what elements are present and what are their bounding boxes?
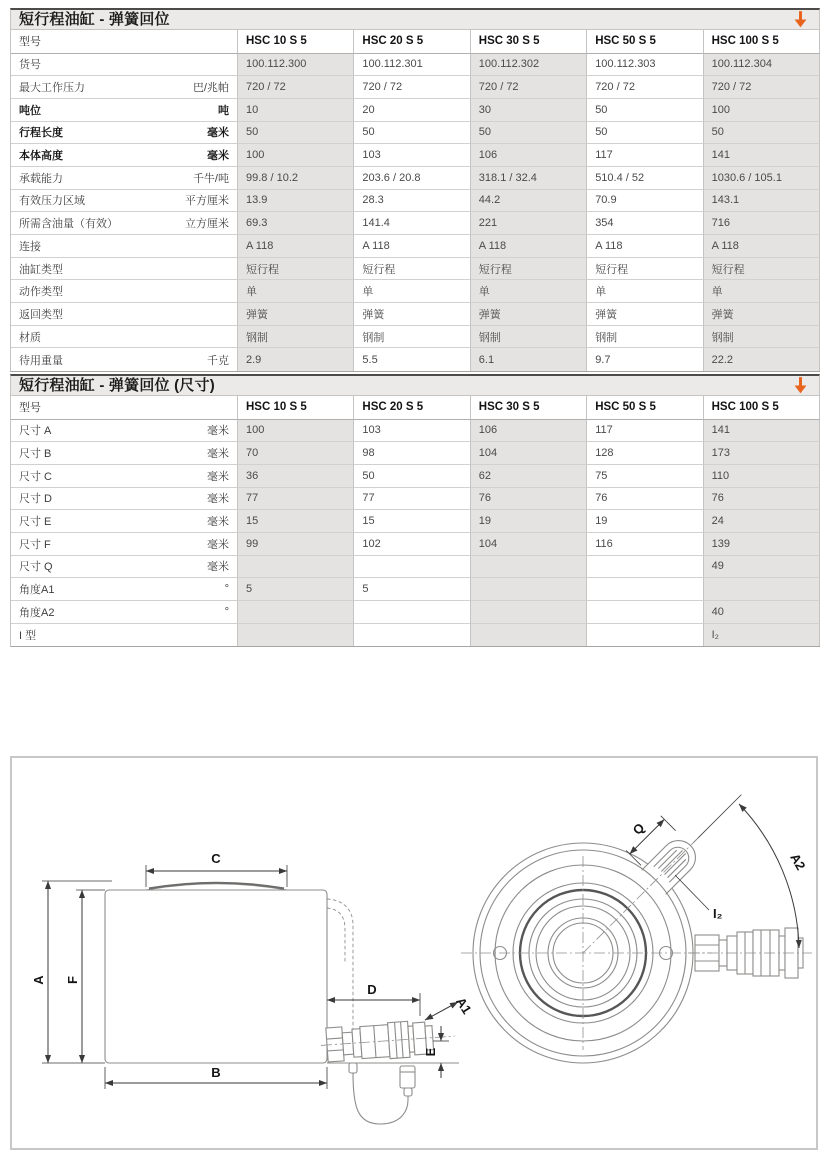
row-unit: 毫米 [207, 516, 229, 529]
cell-value: 50 [238, 122, 354, 145]
cylinder-side-view [31, 851, 475, 1124]
row-label [11, 326, 238, 349]
cell-value: 50 [587, 99, 703, 122]
cell-value: 40 [704, 601, 820, 624]
cell-value: 100.112.300 [238, 54, 354, 77]
cell-value: 19 [587, 510, 703, 533]
download-arrow-icon[interactable] [794, 11, 807, 28]
cell-value: 28.3 [354, 190, 470, 213]
row-label [11, 167, 238, 190]
column-header-hsc-20-s-5: HSC 20 S 5 [354, 30, 470, 54]
cell-value: 100 [238, 420, 354, 443]
cell-value: 弹簧 [587, 303, 703, 326]
cell-value: 短行程 [704, 258, 820, 281]
cell-value: 102 [354, 533, 470, 556]
cell-value: 短行程 [471, 258, 587, 281]
cell-value: 128 [587, 442, 703, 465]
cell-value: 单 [238, 280, 354, 303]
row-label [11, 556, 238, 579]
dim-label-A1: A1 [453, 994, 475, 1017]
model-column-header: 型号 [11, 30, 238, 54]
row-label-text: 角度A1 [19, 584, 55, 597]
row-label-text: 货号 [19, 59, 41, 72]
row-label [11, 488, 238, 511]
cell-value: 短行程 [354, 258, 470, 281]
row-label [11, 578, 238, 601]
cell-value: 62 [471, 465, 587, 488]
cell-value: 99.8 / 10.2 [238, 167, 354, 190]
column-header-hsc-50-s-5: HSC 50 S 5 [587, 30, 703, 54]
row-label-text: 尺寸 F [19, 538, 51, 551]
dim-label-E: E [423, 1047, 438, 1057]
column-header-hsc-30-s-5: HSC 30 S 5 [471, 30, 587, 54]
cell-value: 单 [587, 280, 703, 303]
column-header-hsc-10-s-5: HSC 10 S 5 [238, 396, 354, 420]
cell-value: 106 [471, 420, 587, 443]
cell-value: 9.7 [587, 348, 703, 371]
table-grid [10, 30, 820, 372]
cell-value: 141.4 [354, 212, 470, 235]
row-label-text: 吨位 [19, 104, 41, 117]
cell-value: 50 [471, 122, 587, 145]
cell-value: 钢制 [587, 326, 703, 349]
cell-value: 15 [238, 510, 354, 533]
cylinder-top-view [461, 758, 812, 1063]
cell-value: 49 [704, 556, 820, 579]
cell-value: 44.2 [471, 190, 587, 213]
row-label-text: 所需含油量（有效） [19, 218, 118, 231]
row-label-text: 返回类型 [19, 308, 63, 321]
cell-value: 2.9 [238, 348, 354, 371]
cell-value: 100.112.302 [471, 54, 587, 77]
row-label [11, 122, 238, 145]
cell-value: 单 [354, 280, 470, 303]
cell-value: 173 [704, 442, 820, 465]
cell-value: 221 [471, 212, 587, 235]
cell-value: A 118 [238, 235, 354, 258]
cell-value: 36 [238, 465, 354, 488]
cylinder-drawing [12, 758, 816, 1148]
cell-value: 203.6 / 20.8 [354, 167, 470, 190]
cell-value: 720 / 72 [471, 76, 587, 99]
cell-value: 100 [704, 99, 820, 122]
row-unit: 毫米 [207, 425, 229, 438]
cell-value: 5.5 [354, 348, 470, 371]
cell-value: 103 [354, 144, 470, 167]
cell-value: A 118 [587, 235, 703, 258]
cell-value: 单 [471, 280, 587, 303]
row-label-text: 行程长度 [19, 127, 63, 140]
cell-value: 10 [238, 99, 354, 122]
row-unit: 毫米 [207, 538, 229, 551]
cell-value: 103 [354, 420, 470, 443]
row-unit: 毫米 [207, 493, 229, 506]
row-label-text: 最大工作压力 [19, 82, 85, 95]
cell-value [704, 578, 820, 601]
cell-value: I₂ [704, 624, 820, 647]
row-label [11, 465, 238, 488]
cell-value [587, 624, 703, 647]
cell-value: 50 [354, 122, 470, 145]
row-label-text: 材质 [19, 331, 41, 344]
cell-value: 6.1 [471, 348, 587, 371]
row-unit: 千牛/吨 [192, 172, 229, 185]
cell-value: 98 [354, 442, 470, 465]
table-title-bar [10, 374, 820, 396]
cell-value: 76 [704, 488, 820, 511]
row-label-text: 尺寸 E [19, 516, 52, 529]
cell-value: 钢制 [354, 326, 470, 349]
cell-value: A 118 [471, 235, 587, 258]
row-label [11, 258, 238, 281]
dim-label-I2: I₂ [713, 906, 723, 921]
row-unit: 巴/兆帕 [192, 82, 229, 95]
row-unit: 毫米 [207, 127, 229, 140]
cylinder-body [105, 890, 327, 1063]
cell-value [354, 624, 470, 647]
row-unit: ° [224, 605, 229, 618]
table-title-bar [10, 8, 820, 30]
column-header-hsc-50-s-5: HSC 50 S 5 [587, 396, 703, 420]
row-label [11, 420, 238, 443]
row-unit: 毫米 [207, 561, 229, 574]
cell-value: 100.112.303 [587, 54, 703, 77]
cell-value: 720 / 72 [587, 76, 703, 99]
row-unit: 毫米 [207, 150, 229, 163]
cell-value [354, 601, 470, 624]
cell-value: 1030.6 / 105.1 [704, 167, 820, 190]
cell-value: 99 [238, 533, 354, 556]
row-label [11, 76, 238, 99]
cell-value: 70.9 [587, 190, 703, 213]
cell-value: 510.4 / 52 [587, 167, 703, 190]
table-grid [10, 396, 820, 647]
cell-value [238, 556, 354, 579]
cell-value: 15 [354, 510, 470, 533]
cell-value: 70 [238, 442, 354, 465]
cell-value: 50 [704, 122, 820, 145]
cell-value: 13.9 [238, 190, 354, 213]
row-label [11, 212, 238, 235]
row-label [11, 348, 238, 371]
dim-label-C: C [211, 851, 221, 866]
row-label-text: I 型 [19, 630, 37, 643]
technical-drawing-panel [10, 756, 818, 1150]
cell-value: 354 [587, 212, 703, 235]
row-label-text: 角度A2 [19, 606, 55, 619]
cell-value: 720 / 72 [704, 76, 820, 99]
row-label [11, 624, 238, 647]
cell-value: 110 [704, 465, 820, 488]
row-label-text: 尺寸 A [19, 425, 52, 438]
row-label [11, 190, 238, 213]
cell-value: 117 [587, 144, 703, 167]
column-header-hsc-20-s-5: HSC 20 S 5 [354, 396, 470, 420]
row-label-text: 动作类型 [19, 286, 63, 299]
cell-value: 116 [587, 533, 703, 556]
dim-label-B: B [211, 1065, 221, 1080]
dimensions-spec-table [10, 374, 820, 647]
cell-value: 弹簧 [354, 303, 470, 326]
dim-label-D: D [367, 982, 377, 997]
cell-value [587, 578, 703, 601]
row-unit: 平方厘米 [185, 195, 229, 208]
row-label-text: 尺寸 B [19, 448, 52, 461]
cell-value: 5 [354, 578, 470, 601]
cell-value [471, 556, 587, 579]
cell-value: 弹簧 [471, 303, 587, 326]
dim-label-F: F [65, 976, 80, 984]
cell-value [238, 601, 354, 624]
cell-value [471, 601, 587, 624]
cell-value: 318.1 / 32.4 [471, 167, 587, 190]
cell-value: 141 [704, 144, 820, 167]
cell-value [587, 601, 703, 624]
cell-value: 104 [471, 442, 587, 465]
model-column-header: 型号 [11, 396, 238, 420]
column-header-hsc-100-s-5: HSC 100 S 5 [704, 396, 820, 420]
row-label-text: 连接 [19, 240, 41, 253]
cell-value: 弹簧 [238, 303, 354, 326]
cell-value: 30 [471, 99, 587, 122]
row-unit: 吨 [218, 104, 229, 117]
row-unit: 立方厘米 [185, 218, 229, 231]
cell-value: 钢制 [471, 326, 587, 349]
cell-value: 76 [587, 488, 703, 511]
row-label [11, 533, 238, 556]
cell-value: A 118 [354, 235, 470, 258]
row-label [11, 442, 238, 465]
table-title: 短行程油缸 - 弹簧回位 [19, 11, 170, 28]
cell-value: 104 [471, 533, 587, 556]
cell-value: 单 [704, 280, 820, 303]
row-label-text: 尺寸 C [19, 470, 52, 483]
row-label [11, 601, 238, 624]
row-unit: 千克 [207, 354, 229, 367]
row-label-text: 尺寸 D [19, 493, 52, 506]
dim-label-Q: Q [629, 820, 648, 838]
cell-value: 50 [587, 122, 703, 145]
piston-saddle [146, 884, 287, 890]
row-unit: 毫米 [207, 470, 229, 483]
cell-value: 50 [354, 465, 470, 488]
cell-value: 钢制 [704, 326, 820, 349]
cell-value: 77 [238, 488, 354, 511]
row-label [11, 235, 238, 258]
cell-value: 117 [587, 420, 703, 443]
dim-label-A2: A2 [787, 850, 809, 873]
row-unit: 毫米 [207, 448, 229, 461]
cell-value: 141 [704, 420, 820, 443]
cell-value: 139 [704, 533, 820, 556]
cell-value: 100 [238, 144, 354, 167]
cell-value: 24 [704, 510, 820, 533]
row-label [11, 54, 238, 77]
dust-cap-lanyard [349, 1063, 415, 1124]
row-label-text: 本体高度 [19, 150, 63, 163]
row-label-text: 油缸类型 [19, 263, 63, 276]
column-header-hsc-30-s-5: HSC 30 S 5 [471, 396, 587, 420]
row-label [11, 144, 238, 167]
cell-value: 钢制 [238, 326, 354, 349]
cell-value: 76 [471, 488, 587, 511]
cell-value [471, 624, 587, 647]
column-header-hsc-10-s-5: HSC 10 S 5 [238, 30, 354, 54]
cell-value: 短行程 [238, 258, 354, 281]
cell-value [354, 556, 470, 579]
cell-value: 69.3 [238, 212, 354, 235]
cell-value: 100.112.304 [704, 54, 820, 77]
cell-value: 100.112.301 [354, 54, 470, 77]
row-label-text: 承载能力 [19, 172, 63, 185]
cell-value: 75 [587, 465, 703, 488]
cell-value: 弹簧 [704, 303, 820, 326]
row-label [11, 99, 238, 122]
cell-value [471, 578, 587, 601]
cell-value: A 118 [704, 235, 820, 258]
cell-value: 短行程 [587, 258, 703, 281]
row-label [11, 280, 238, 303]
column-header-hsc-100-s-5: HSC 100 S 5 [704, 30, 820, 54]
row-unit: ° [224, 583, 229, 596]
download-arrow-icon[interactable] [794, 377, 807, 394]
cell-value: 106 [471, 144, 587, 167]
cell-value: 20 [354, 99, 470, 122]
cell-value [238, 624, 354, 647]
performance-spec-table [10, 8, 820, 372]
row-label [11, 510, 238, 533]
row-label [11, 303, 238, 326]
cell-value: 22.2 [704, 348, 820, 371]
cell-value: 720 / 72 [238, 76, 354, 99]
cell-value: 716 [704, 212, 820, 235]
table-title: 短行程油缸 - 弹簧回位 (尺寸) [19, 377, 215, 394]
row-label-text: 尺寸 Q [19, 561, 53, 574]
cell-value: 720 / 72 [354, 76, 470, 99]
row-label-text: 待用重量 [19, 354, 63, 367]
cell-value [587, 556, 703, 579]
row-label-text: 有效压力区域 [19, 195, 85, 208]
cell-value: 5 [238, 578, 354, 601]
cell-value: 19 [471, 510, 587, 533]
dim-label-A: A [31, 975, 46, 985]
cell-value: 143.1 [704, 190, 820, 213]
cell-value: 77 [354, 488, 470, 511]
